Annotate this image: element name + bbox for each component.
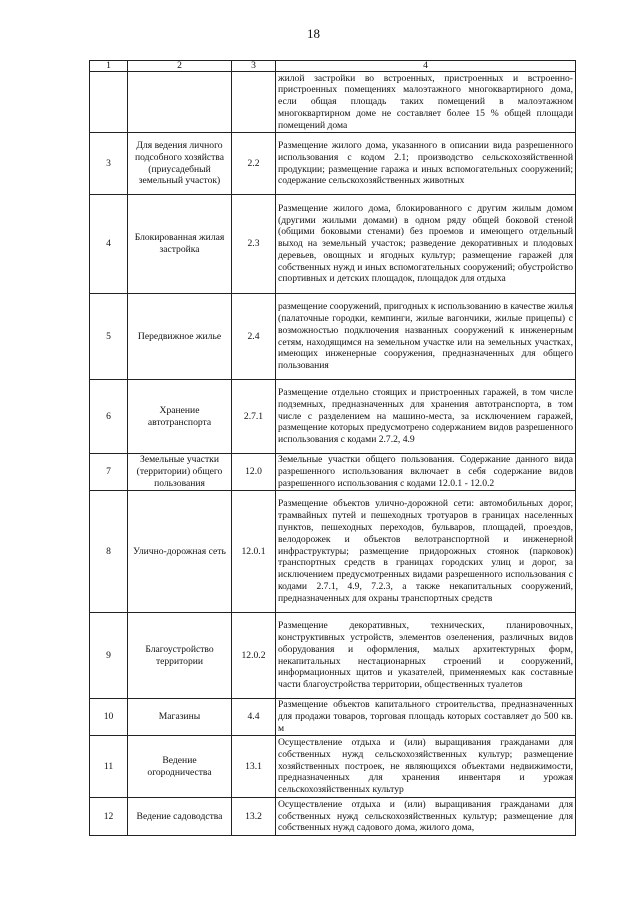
use-description: Осуществление отдыха и (или) выращивания гражданами для собственных нужд сельскохозяйственных культур; размещение хозяйственных построек, не являющихся объектами недвижимости, предназначенных для хранения инвентаря и урожая сельскохозяйственных культур — [276, 736, 576, 798]
use-code: 12.0.2 — [232, 613, 276, 699]
column-header: 1 — [90, 61, 128, 72]
row-number: 5 — [90, 294, 128, 380]
column-header: 3 — [232, 61, 276, 72]
column-header: 2 — [128, 61, 232, 72]
row-number: 9 — [90, 613, 128, 699]
table-row — [90, 798, 576, 836]
row-number: 11 — [90, 736, 128, 798]
use-description: Размещение объектов капитального строительства, предназначенных для продажи товаров, торговая площадь которых составляет до 500 кв. м — [276, 699, 576, 736]
row-number: 7 — [90, 454, 128, 491]
row-number — [90, 72, 128, 133]
row-number: 3 — [90, 133, 128, 195]
row-number: 8 — [90, 491, 128, 613]
table-row — [90, 491, 576, 613]
table-row — [90, 294, 576, 380]
table-row — [90, 133, 576, 195]
row-number: 6 — [90, 380, 128, 454]
table-row — [90, 613, 576, 699]
use-description: Размещение жилого дома, блокированного с другим жилым домом (другими жилыми домами) в одном ряду общей боковой стеной (общими боковыми стенами) без проемов и имеющего отдельный выход на земельный участок; разведение декоративных и плодовых деревьев, овощных и ягодных культур; размещение гаражей для собственных нужд и иных вспомогательных сооружений; обустройство спортивных и детских площадок, площадок для отдыха — [276, 195, 576, 294]
use-name: Улично-дорожная сеть — [128, 491, 232, 613]
row-number: 12 — [90, 798, 128, 836]
use-description: Осуществление отдыха и (или) выращивания гражданами для собственных нужд сельскохозяйственных культур; размещение для собственных нужд садового дома, жилого дома, — [276, 798, 576, 836]
use-name: Магазины — [128, 699, 232, 736]
table-row — [90, 736, 576, 798]
use-code: 12.0 — [232, 454, 276, 491]
use-name: Блокированная жилая застройка — [128, 195, 232, 294]
use-description: размещение сооружений, пригодных к использованию в качестве жилья (палаточные городки, кемпинги, жилые вагончики, жилые прицепы) с возможностью подключения названных сооружений к инженерным сетям, находящимся на земельном участке или на земельных участках, имеющих инженерные сооружения, предназначенных для общего пользования — [276, 294, 576, 380]
use-description: Размещение отдельно стоящих и пристроенных гаражей, в том числе подземных, предназначенных для хранения автотранспорта, в том числе с разделением на машино-места, за исключением гаражей, размещение которых предусмотрено содержанием видов разрешенного использования с кодами 2.7.2, 4.9 — [276, 380, 576, 454]
table-row — [90, 72, 576, 133]
use-code: 2.2 — [232, 133, 276, 195]
use-code: 4.4 — [232, 699, 276, 736]
use-code: 12.0.1 — [232, 491, 276, 613]
use-description: Размещение объектов улично-дорожной сети: автомобильных дорог, трамвайных путей и пешеходных тротуаров в границах населенных пунктов, пешеходных переходов, бульваров, площадей, проездов, велодорожек и объектов велотранспортной и инженерной инфраструктуры; размещение придорожных стоянок (парковок) транспортных средств в границах городских улиц и дорог, за исключением предусмотренных видами разрешенного использования с кодами 2.7.1, 4.9, 7.2.3, а также некапитальных сооружений, предназначенных для охраны транспортных средств — [276, 491, 576, 613]
use-name: Ведение садоводства — [128, 798, 232, 836]
use-description: Земельные участки общего пользования. Содержание данного вида разрешенного использования включает в себя содержание видов разрешенного использования с кодами 12.0.1 - 12.0.2 — [276, 454, 576, 491]
column-header: 4 — [276, 61, 576, 72]
use-code: 2.3 — [232, 195, 276, 294]
use-name: Для ведения личного подсобного хозяйства (приусадебный земельный участок) — [128, 133, 232, 195]
use-name: Хранение автотранспорта — [128, 380, 232, 454]
land-use-table — [89, 60, 576, 836]
table-row — [90, 699, 576, 736]
use-name — [128, 72, 232, 133]
use-name: Передвижное жилье — [128, 294, 232, 380]
row-number: 4 — [90, 195, 128, 294]
use-name: Земельные участки (территории) общего пользования — [128, 454, 232, 491]
use-code: 13.2 — [232, 798, 276, 836]
table-row — [90, 454, 576, 491]
use-code: 13.1 — [232, 736, 276, 798]
table-row — [90, 380, 576, 454]
use-description: жилой застройки во встроенных, пристроенных и встроенно-пристроенных помещениях малоэтажного многоквартирного дома, если общая площадь таких помещений в малоэтажном многоквартирном доме не составляет более 15 % общей площади помещений дома — [276, 72, 576, 133]
page-number: 18 — [307, 26, 320, 41]
row-number: 10 — [90, 699, 128, 736]
use-description: Размещение декоративных, технических, планировочных, конструктивных устройств, элементов озеленения, различных видов оборудования и оформления, малых архитектурных форм, некапитальных нестационарных строений и сооружений, информационных щитов и указателей, применяемых как составные части благоустройства территории, общественных туалетов — [276, 613, 576, 699]
use-code: 2.7.1 — [232, 380, 276, 454]
table-row — [90, 195, 576, 294]
use-name: Благоустройство территории — [128, 613, 232, 699]
header-row — [90, 61, 576, 72]
use-name: Ведение огородничества — [128, 736, 232, 798]
use-description: Размещение жилого дома, указанного в описании вида разрешенного использования с кодом 2.1; производство сельскохозяйственной продукции; размещение гаража и иных вспомогательных сооружений; содержание сельскохозяйственных животных — [276, 133, 576, 195]
use-code — [232, 72, 276, 133]
use-code: 2.4 — [232, 294, 276, 380]
